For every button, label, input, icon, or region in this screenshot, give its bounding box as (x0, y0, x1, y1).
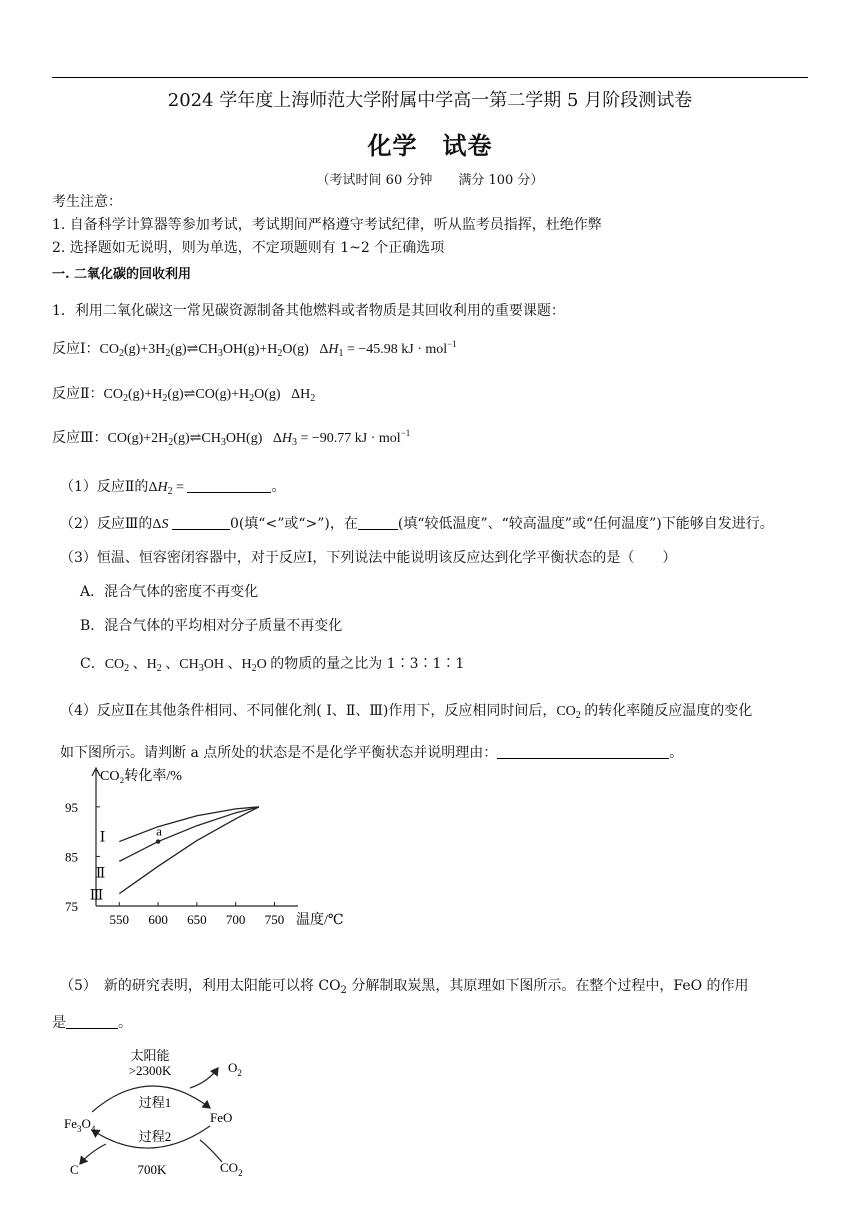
answer-blank-1[interactable] (187, 479, 271, 493)
x-tick-label: 550 (109, 912, 130, 927)
notice-item-2: 2. 选择题如无说明，则为单选，不定项题则有 1~2 个正确选项 (52, 240, 445, 256)
y-axis-label: CO₂转化率/% (100, 769, 182, 784)
header-rule (52, 77, 808, 78)
conversion-chart (50, 764, 344, 934)
reaction-1: 反应Ⅰ：$CO_2(g)+3H_2(g)\rightleftharpoons CH_3OH(g)+H_2O(g) \Delta H_1 = -45.98$ kJ · mol$^{-1}$ (52, 339, 457, 359)
answer-blank-2a[interactable] (172, 516, 230, 530)
answer-blank-2b[interactable] (358, 516, 398, 530)
feo-label: FeO (210, 1110, 233, 1125)
answer-blank-4[interactable] (497, 745, 669, 759)
reaction-3-label: 反应Ⅲ： (52, 430, 108, 446)
y-tick-label: 95 (65, 799, 78, 815)
option-a[interactable]: A．混合气体的密度不再变化 (80, 584, 259, 600)
sub-question-5-line-2: 是 。 (52, 1015, 132, 1031)
exam-meta: （考试时间 60 分钟 满分 100 分） (316, 173, 544, 188)
reaction-3: 反应Ⅲ：$CO(g)+2H_2(g)\rightleftharpoons CH_3OH(g) \Delta H_3 = -90.77$ kJ · mol$^{-1}$ (52, 428, 411, 448)
sub-question-3: （3）恒温、恒容密闭容器中，对于反应Ⅰ，下列说法中能说明该反应达到化学平衡状态的是（ ） (60, 550, 677, 566)
fe-oxide-cycle-diagram (50, 1040, 280, 1180)
series-label-2: Ⅱ (95, 866, 106, 882)
point-a (156, 839, 160, 843)
c-branch-arrow (80, 1144, 106, 1164)
reaction-3-dh-exp: −1 (400, 428, 411, 438)
point-a-label: a (156, 823, 162, 839)
subject-title: 化学 试卷 (367, 131, 493, 160)
process-2-label: 过程2 (138, 1129, 172, 1144)
o2-label: $O_2$ (228, 1060, 242, 1078)
x-tick-label: 700 (225, 912, 246, 927)
process-1-label: 过程1 (138, 1095, 172, 1110)
reaction-2: 反应Ⅱ：$CO_2(g)+H_2(g)\rightleftharpoons CO(g)+H_2O(g)$ $\Delta H_2$ (52, 386, 316, 404)
temp-high-label: >2300K (128, 1063, 172, 1078)
reaction-2-label: 反应Ⅱ： (52, 386, 104, 402)
question-1-intro: 1．利用二氧化碳这一常见碳资源制备其他燃料或者物质是其回收利用的重要课题： (52, 303, 565, 319)
solar-label: 太阳能 (130, 1048, 170, 1063)
fe3o4-label: $Fe_3O_4$ (64, 1116, 96, 1134)
section-heading: 一. 二氧化碳的回收利用 (52, 267, 192, 282)
option-c[interactable]: C．$CO_2$ 、$H_2$ 、$CH_3OH$ 、$H_2O$ 的物质的量之比为 1∶3∶1∶1 (80, 656, 465, 674)
sub-question-4-line-1: （4）反应Ⅱ在其他条件相同、不同催化剂( Ⅰ、Ⅱ、Ⅲ)作用下，反应相同时间后，$CO_2$ 的转化率随反应温度的变化 (60, 703, 753, 721)
series-label-3: Ⅲ (89, 888, 104, 904)
reaction-1-label: 反应Ⅰ： (52, 341, 100, 357)
x-tick-label: 650 (187, 912, 207, 927)
carbon-label: C (70, 1162, 79, 1177)
o2-branch-arrow (190, 1068, 218, 1088)
sub-question-5-line-1: （5） 新的研究表明，利用太阳能可以将 $CO_2$ 分解制取炭黑，其原理如下图所示。在整个过程中，FeO 的作用 (60, 978, 749, 996)
exam-title: 2024 学年度上海师范大学附属中学高一第二学期 5 月阶段测试卷 (167, 90, 693, 111)
temp-low-label: 700K (137, 1162, 167, 1177)
reaction-1-dh: −45.98 kJ · mol (358, 342, 448, 357)
y-tick-label: 85 (65, 849, 78, 865)
x-tick-label: 750 (264, 912, 285, 927)
x-tick-label: 600 (148, 912, 168, 927)
option-b[interactable]: B．混合气体的平均相对分子质量不再变化 (80, 618, 343, 634)
notice-heading: 考生注意： (52, 194, 122, 210)
answer-blank-5[interactable] (66, 1015, 118, 1029)
co2-label: $CO_2$ (220, 1160, 243, 1178)
reaction-1-dh-exp: −1 (447, 339, 457, 349)
x-axis-label: 温度/℃ (296, 913, 344, 928)
sub-question-2: （2）反应Ⅲ的ΔS 0(填“<”或“>”)，在 (填“较低温度”、“较高温度”或“任何温度”)下能够自发进行。 (60, 516, 774, 532)
sub-question-1: （1）反应Ⅱ的$\Delta H_2$ = 。 (60, 479, 286, 497)
y-tick-label: 75 (65, 899, 78, 914)
sub-question-4-line-2: 如下图所示。请判断 a 点所处的状态是不是化学平衡状态并说明理由： 。 (60, 745, 684, 761)
series-label-1: Ⅰ (99, 830, 106, 846)
co2-feed-curve (200, 1140, 222, 1162)
reaction-3-dh: −90.77 kJ · mol (311, 431, 401, 446)
notice-item-1: 1. 自备科学计算器等参加考试，考试期间严格遵守考试纪律，听从监考员指挥，杜绝作弊 (52, 217, 602, 233)
